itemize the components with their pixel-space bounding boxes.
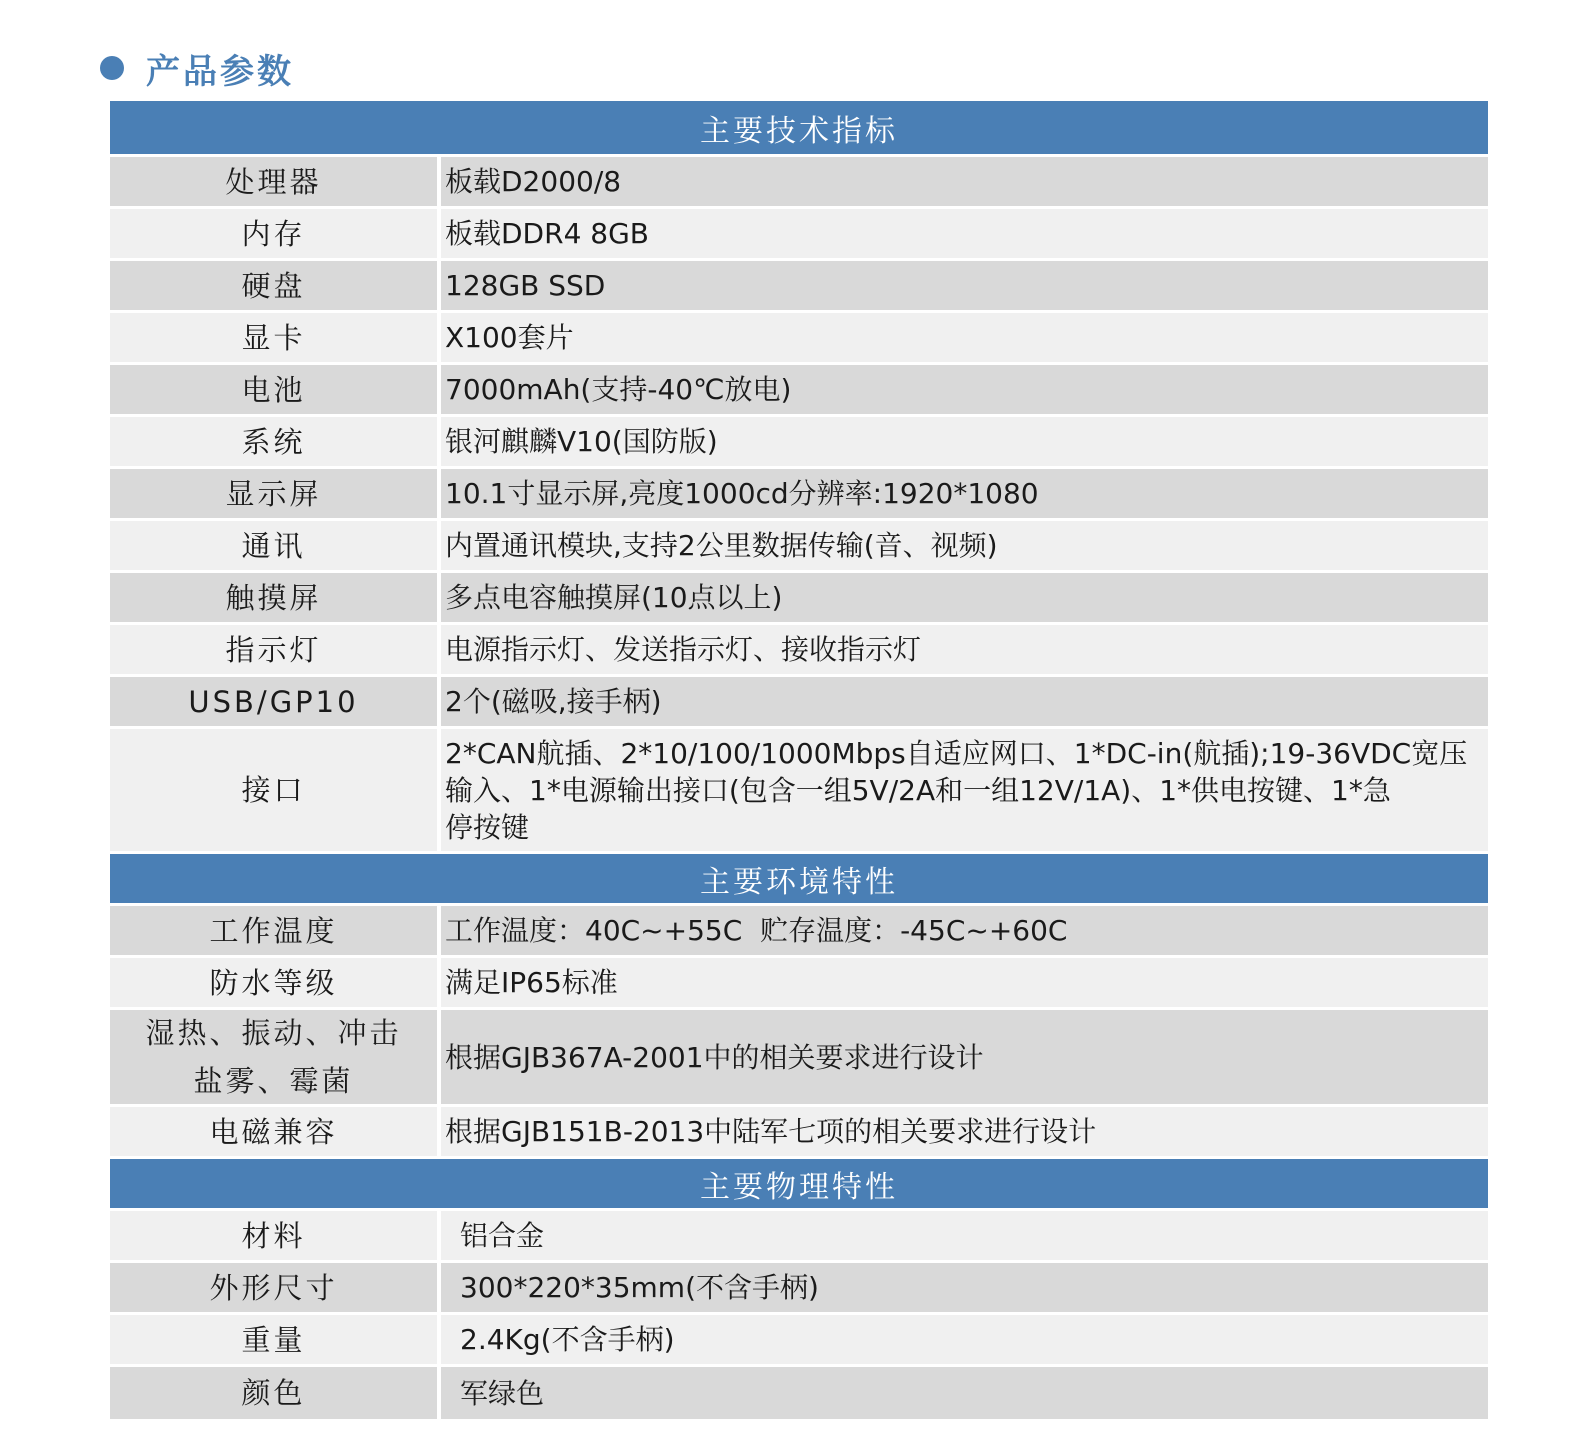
table-row: [110, 157, 1488, 209]
row-label: 显示屏: [110, 469, 441, 518]
row-value: 7000mAh(支持-40℃放电): [445, 373, 792, 406]
row-label: 处理器: [110, 157, 441, 206]
table-row: [110, 729, 1488, 854]
row-value: X100套片: [445, 321, 574, 354]
table-row: [110, 209, 1488, 261]
table-row: [110, 365, 1488, 417]
row-label: 材料: [110, 1211, 441, 1260]
row-label: [110, 1010, 441, 1104]
row-label: 电磁兼容: [110, 1107, 441, 1156]
row-label: 指示灯: [110, 625, 441, 674]
table-row: [110, 625, 1488, 677]
row-label: 接口: [110, 729, 441, 851]
row-value: 电源指示灯、发送指示灯、接收指示灯: [445, 633, 922, 666]
section-heading: [100, 40, 294, 96]
spec-table: [110, 101, 1488, 1422]
bullet-dot-icon: [100, 56, 124, 80]
section-header-tech: 主要技术指标: [110, 101, 1488, 157]
row-label: 通讯: [110, 521, 441, 570]
row-value: 多点电容触摸屏(10点以上): [445, 581, 783, 614]
row-value: 满足IP65标准: [445, 966, 618, 999]
table-row: [110, 521, 1488, 573]
row-label: 工作温度: [110, 906, 441, 955]
row-label: 防水等级: [110, 958, 441, 1007]
row-label: USB/GP10: [110, 677, 441, 726]
row-value: 2.4Kg(不含手柄): [460, 1323, 675, 1356]
table-row: [110, 906, 1488, 958]
row-value-line: 停按键: [445, 810, 530, 844]
row-label: 显卡: [110, 313, 441, 362]
row-value-line: 输入、1*电源输出接口(包含一组5V/2A和一组12V/1A)、1*供电按键、1*急: [445, 773, 1391, 807]
table-row: [110, 1107, 1488, 1159]
table-row: [110, 573, 1488, 625]
row-value: 军绿色: [460, 1376, 545, 1410]
table-row: [110, 469, 1488, 521]
row-label: 触摸屏: [110, 573, 441, 622]
row-value: 银河麒麟V10(国防版): [445, 425, 718, 458]
table-row: [110, 1010, 1488, 1107]
row-label: 重量: [110, 1315, 441, 1364]
table-row: [110, 313, 1488, 365]
row-value: 铝合金: [460, 1219, 545, 1252]
row-value: 板载DDR4 8GB: [445, 217, 650, 250]
row-value: 128GB SSD: [445, 269, 606, 302]
page-title: 产品参数: [146, 51, 294, 92]
table-row: [110, 417, 1488, 469]
row-value: 300*220*35mm(不含手柄): [460, 1271, 819, 1304]
row-label: 系统: [110, 417, 441, 466]
row-label: 外形尺寸: [110, 1263, 441, 1312]
table-row: [110, 1367, 1488, 1422]
row-label-line: 盐雾、霉菌: [193, 1064, 354, 1098]
row-value: [441, 729, 1488, 851]
table-row: [110, 1315, 1488, 1367]
table-row: [110, 261, 1488, 313]
row-value: 10.1寸显示屏,亮度1000cd分辨率:1920*1080: [445, 477, 1039, 510]
row-value: 板载D2000/8: [445, 165, 622, 198]
row-value-line: 2*CAN航插、2*10/100/1000Mbps自适应网口、1*DC-in(航插);19-36VDC宽压: [445, 736, 1468, 770]
row-label: 电池: [110, 365, 441, 414]
row-label: 硬盘: [110, 261, 441, 310]
row-label-line: 湿热、振动、冲击: [145, 1016, 402, 1050]
table-row: [110, 958, 1488, 1010]
row-value: 根据GJB367A-2001中的相关要求进行设计: [445, 1040, 984, 1074]
row-label: 内存: [110, 209, 441, 258]
table-row: [110, 677, 1488, 729]
section-header-phys: 主要物理特性: [110, 1159, 1488, 1211]
section-header-env: 主要环境特性: [110, 854, 1488, 906]
row-value: 工作温度：40C~+55C 贮存温度：-45C~+60C: [445, 914, 1068, 947]
row-label: 颜色: [110, 1367, 441, 1419]
row-value: 内置通讯模块,支持2公里数据传输(音、视频): [445, 529, 998, 562]
row-value: 2个(磁吸,接手柄): [445, 685, 662, 718]
row-value: 根据GJB151B-2013中陆军七项的相关要求进行设计: [445, 1115, 1097, 1148]
table-row: [110, 1211, 1488, 1263]
table-row: [110, 1263, 1488, 1315]
